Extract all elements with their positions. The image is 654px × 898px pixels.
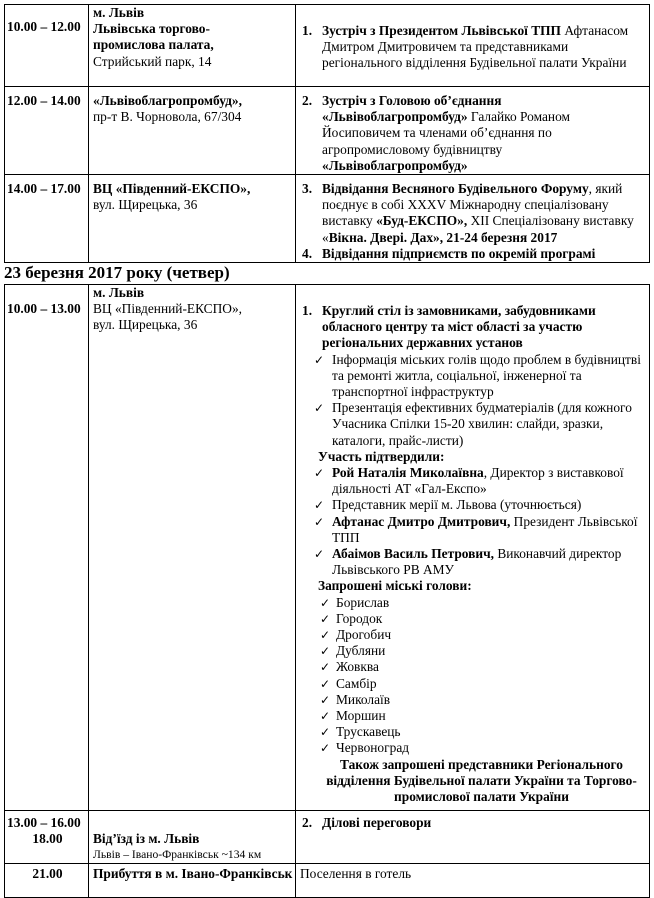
item-number: 1. bbox=[302, 303, 313, 318]
city-name: Червоноград bbox=[336, 740, 410, 756]
checkmark-icon: ✓ bbox=[320, 628, 331, 643]
bullet-text: Презентація ефективних будматеріалів (для кожного Учасника Спілки 15-20 хвилин: слайди, зразки, каталоги, прайс-листи) bbox=[332, 400, 632, 448]
exhibition-name: Вікна. Двері. Дах» bbox=[328, 229, 440, 245]
agenda-item bbox=[296, 303, 649, 352]
checkmark-icon: ✓ bbox=[314, 352, 325, 367]
table-row bbox=[5, 175, 650, 263]
place-name: «Львівоблагропромбуд», bbox=[93, 93, 242, 108]
item-number: 3. bbox=[302, 181, 313, 197]
checkmark-icon: ✓ bbox=[320, 644, 331, 659]
time-cell: 10.00 – 13.00 bbox=[7, 301, 81, 316]
route-distance: Львів – Івано-Франківськ ~134 км bbox=[93, 848, 262, 862]
list-item bbox=[296, 676, 649, 692]
city-name: Трускавець bbox=[336, 724, 401, 740]
checkmark-icon: ✓ bbox=[320, 692, 331, 707]
checkmark-icon: ✓ bbox=[320, 676, 331, 691]
city-name: Городок bbox=[336, 610, 383, 626]
checkmark-icon: ✓ bbox=[320, 660, 331, 675]
agenda-item bbox=[296, 23, 649, 72]
item-title: Відвідання Весняного Будівельного Форуму bbox=[322, 181, 589, 197]
checkmark-icon: ✓ bbox=[320, 725, 331, 740]
bullet-text: Інформація міських голів щодо проблем в будівництві та ремонті житла, соціальної, інженерної та транспортної інфраструктур bbox=[332, 351, 641, 400]
participant-name: Афтанас Дмитро Дмитрович, bbox=[332, 513, 511, 529]
place-name-cont: промислова палата, bbox=[93, 37, 214, 53]
day-heading: 23 березня 2017 року (четвер) bbox=[4, 263, 230, 282]
table-row bbox=[5, 864, 650, 898]
item-title: Круглий стіл із замовниками, забудовниками обласного центру та міст області за участю регіональних державних установ bbox=[322, 303, 596, 351]
item-title: Відвідання підприємств по окремій програмі bbox=[322, 245, 596, 261]
departure-label: Від’їзд із м. Львів bbox=[93, 831, 200, 846]
time-cell: 14.00 – 17.00 bbox=[7, 181, 81, 197]
item-title: Зустріч з Головою об’єднання «Львівоблагропромбуд» bbox=[322, 93, 502, 125]
table-row bbox=[5, 5, 650, 87]
item-text: Галайко Романом Йосиповичем та членами об’єднання по агропромисловому будівництву bbox=[322, 109, 571, 157]
item-title: Зустріч з Президентом Львівської ТПП bbox=[322, 23, 561, 38]
confirmed-label: Участь підтвердили: bbox=[318, 448, 445, 464]
participant-name: Абаімов Василь Петрович, bbox=[332, 546, 494, 562]
place-name: ВЦ «Південний-ЕКСПО», bbox=[93, 301, 242, 317]
list-item bbox=[296, 497, 649, 513]
checkmark-icon: ✓ bbox=[320, 709, 331, 724]
table-row bbox=[5, 87, 650, 175]
place-address: вул. Щирецька, 36 bbox=[93, 317, 198, 333]
arrival-text: Поселення в готель bbox=[300, 866, 412, 882]
list-item bbox=[296, 400, 649, 449]
checkmark-icon: ✓ bbox=[314, 547, 325, 562]
participant-name: Рой Наталія Миколаївна bbox=[332, 465, 484, 481]
city-name: Борислав bbox=[336, 594, 390, 610]
list-item bbox=[296, 708, 649, 724]
time-cell: 12.00 – 14.00 bbox=[7, 93, 81, 108]
city-name: Жовква bbox=[336, 659, 379, 675]
place-city: м. Львів bbox=[93, 285, 145, 300]
list-item bbox=[296, 740, 649, 756]
item-text: , який поєднує в собі XXXV Міжнародну спеціалізовану виставку bbox=[322, 181, 623, 229]
checkmark-icon: ✓ bbox=[320, 741, 331, 756]
list-item bbox=[296, 514, 649, 546]
checkmark-icon: ✓ bbox=[320, 595, 331, 610]
list-item bbox=[296, 611, 649, 627]
item-number: 2. bbox=[302, 815, 313, 830]
table-row bbox=[5, 811, 650, 864]
mayors-label: Запрошені міські голови: bbox=[318, 578, 472, 594]
item-number: 1. bbox=[302, 23, 313, 38]
place-address: пр-т В. Чорновола, 67/304 bbox=[93, 109, 242, 125]
participant-role: Виконавчий директор Львівського РВ АМУ bbox=[332, 546, 622, 578]
exhibition-name: «Буд-ЕКСПО», bbox=[376, 213, 468, 229]
time-cell: 18.00 bbox=[32, 831, 63, 847]
place-name: ВЦ «Південний-ЕКСПО», bbox=[93, 181, 251, 197]
list-item bbox=[296, 465, 649, 497]
checkmark-icon: ✓ bbox=[314, 514, 325, 529]
also-invited: Також запрошені представники Регіонального відділення Будівельної палати України та Торгово-промислової палати України bbox=[326, 756, 637, 805]
participant-role: , Директор з виставкової діяльності АТ «Гал-Експо» bbox=[332, 465, 624, 497]
item-text: Афтанасом Дмитром Дмитровичем та представниками регіонального відділення Будівельної палати України bbox=[322, 23, 629, 71]
schedule-table-day1 bbox=[4, 4, 650, 263]
checkmark-icon: ✓ bbox=[314, 498, 325, 513]
table-row bbox=[5, 285, 650, 811]
city-name: Самбір bbox=[336, 675, 377, 691]
item-title: Ділові переговори bbox=[322, 815, 432, 830]
time-cell: 21.00 bbox=[32, 866, 63, 882]
city-name: Дубляни bbox=[336, 643, 386, 659]
place-address: Стрийський парк, 14 bbox=[93, 53, 212, 69]
place-city: м. Львів bbox=[93, 5, 145, 20]
participant-role: Представник мерії м. Львова (уточнюється) bbox=[332, 497, 582, 513]
place-address: вул. Щирецька, 36 bbox=[93, 197, 198, 213]
place-name: Львівська торгово- bbox=[93, 21, 210, 37]
agenda-item bbox=[296, 93, 649, 174]
time-cell: 13.00 – 16.00 bbox=[7, 815, 81, 830]
city-name: Дрогобич bbox=[336, 627, 392, 643]
list-item bbox=[296, 352, 649, 401]
participant-role: Президент Львівської ТПП bbox=[332, 513, 638, 545]
list-item bbox=[296, 595, 649, 611]
arrival-label: Прибуття в м. Івано-Франківськ bbox=[93, 866, 293, 882]
list-item bbox=[296, 659, 649, 675]
list-item bbox=[296, 546, 649, 578]
checkmark-icon: ✓ bbox=[320, 611, 331, 626]
checkmark-icon: ✓ bbox=[314, 466, 325, 481]
agenda-item bbox=[296, 181, 649, 246]
item-text-bold: «Львівоблагропромбуд» bbox=[322, 157, 468, 173]
item-text: XII Спеціалізовану виставку « bbox=[322, 213, 634, 245]
item-number: 2. bbox=[302, 93, 313, 108]
city-name: Моршин bbox=[336, 708, 386, 724]
list-item bbox=[296, 643, 649, 659]
time-cell: 10.00 – 12.00 bbox=[7, 19, 81, 34]
exhibition-dates: , 21-24 березня 2017 bbox=[439, 229, 558, 245]
agenda-item bbox=[296, 246, 649, 262]
schedule-table-day2 bbox=[4, 284, 650, 898]
agenda-item bbox=[296, 815, 649, 831]
list-item bbox=[296, 692, 649, 708]
list-item bbox=[296, 627, 649, 643]
list-item bbox=[296, 724, 649, 740]
city-name: Миколаїв bbox=[336, 691, 391, 707]
checkmark-icon: ✓ bbox=[314, 401, 325, 416]
item-number: 4. bbox=[302, 245, 313, 261]
